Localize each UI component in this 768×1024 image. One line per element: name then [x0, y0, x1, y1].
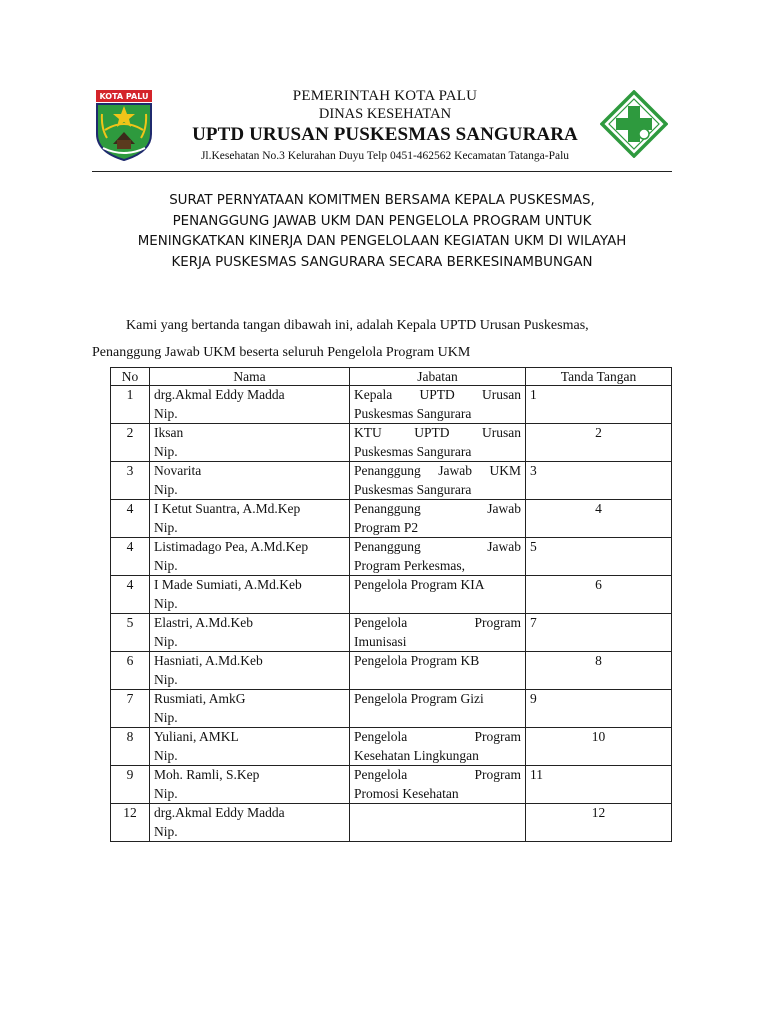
cell-tanda-tangan: 7 [526, 614, 672, 652]
cell-jabatan [350, 690, 526, 728]
jabatan-line: Penanggung Jawab [354, 501, 521, 516]
table-row [111, 386, 672, 424]
intro-paragraph-line2: Penanggung Jawab UKM beserta seluruh Pengelola Program UKM [92, 345, 471, 360]
person-name: I Ketut Suantra, A.Md.Kep [154, 501, 301, 516]
cell-no: 2 [111, 424, 150, 462]
person-nip: Nip. [154, 633, 178, 649]
cell-nama [150, 690, 350, 728]
title-line: KERJA PUSKESMAS SANGURARA SECARA BERKESINAMBUNGAN [171, 254, 593, 270]
person-nip: Nip. [154, 595, 178, 611]
table-row [111, 424, 672, 462]
cell-no: 5 [111, 614, 150, 652]
cell-jabatan [350, 652, 526, 690]
table-row [111, 652, 672, 690]
cell-no: 6 [111, 652, 150, 690]
cell-no: 9 [111, 766, 150, 804]
title-line: MENINGKATKAN KINERJA DAN PENGELOLAAN KEGIATAN UKM DI WILAYAH [137, 234, 627, 249]
cell-no: 4 [111, 538, 150, 576]
person-name: Hasniati, A.Md.Keb [154, 653, 263, 668]
table-row [111, 576, 672, 614]
table-row [111, 462, 672, 500]
cell-nama [150, 766, 350, 804]
cell-tanda-tangan: 11 [526, 766, 672, 804]
person-nip: Nip. [154, 747, 178, 763]
cell-nama [150, 614, 350, 652]
cell-tanda-tangan: 10 [526, 728, 672, 766]
jabatan-line: Pengelola Program Gizi [354, 691, 484, 706]
document-title [92, 191, 672, 273]
person-name: Yuliani, AMKL [154, 729, 239, 744]
cell-tanda-tangan: 9 [526, 690, 672, 728]
cell-tanda-tangan: 1 [526, 386, 672, 424]
cell-jabatan [350, 386, 526, 424]
jabatan-line: Imunisasi [354, 633, 407, 649]
cell-no: 4 [111, 500, 150, 538]
cell-jabatan [350, 728, 526, 766]
person-nip: Nip. [154, 443, 178, 459]
letterhead-institution: UPTD URUSAN PUSKESMAS SANGURARA [192, 124, 578, 145]
table-row [111, 614, 672, 652]
person-nip: Nip. [154, 557, 178, 573]
table-row [111, 538, 672, 576]
cell-no: 4 [111, 576, 150, 614]
jabatan-line: Pengelola Program [354, 767, 521, 782]
table-header-row [111, 368, 672, 386]
cell-tanda-tangan: 8 [526, 652, 672, 690]
jabatan-line: Kepala UPTD Urusan [354, 387, 521, 402]
person-name: drg.Akmal Eddy Madda [154, 387, 285, 402]
cell-jabatan [350, 500, 526, 538]
title-line: SURAT PERNYATAAN KOMITMEN BERSAMA KEPALA PUSKESMAS, [169, 193, 595, 208]
jabatan-line: Pengelola Program [354, 729, 521, 744]
jabatan-line: Puskesmas Sangurara [354, 443, 472, 459]
letterhead-divider [92, 171, 672, 172]
jabatan-line: Penanggung Jawab UKM [354, 463, 521, 478]
jabatan-line: KTU UPTD Urusan [354, 425, 521, 440]
cell-nama [150, 424, 350, 462]
person-name: Elastri, A.Md.Keb [154, 615, 253, 630]
cell-nama [150, 804, 350, 842]
jabatan-line: Penanggung Jawab [354, 539, 521, 554]
cell-jabatan [350, 424, 526, 462]
person-name: Moh. Ramli, S.Kep [154, 767, 260, 782]
table-row [111, 728, 672, 766]
cell-jabatan [350, 766, 526, 804]
cell-jabatan [350, 614, 526, 652]
cell-tanda-tangan: 5 [526, 538, 672, 576]
person-nip: Nip. [154, 671, 178, 687]
person-nip: Nip. [154, 709, 178, 725]
header-tanda-tangan: Tanda Tangan [526, 368, 672, 386]
intro-paragraph-line1 [92, 318, 672, 334]
person-nip: Nip. [154, 519, 178, 535]
jabatan-line: Puskesmas Sangurara [354, 481, 472, 497]
letterhead-government: PEMERINTAH KOTA PALU [292, 88, 478, 104]
cell-jabatan [350, 538, 526, 576]
cell-jabatan [350, 804, 526, 842]
cell-no: 1 [111, 386, 150, 424]
jabatan-line: Pengelola Program KB [354, 653, 480, 668]
header-nama: Nama [150, 368, 350, 386]
person-nip: Nip. [154, 481, 178, 497]
cell-nama [150, 538, 350, 576]
table-row [111, 500, 672, 538]
person-name: Iksan [154, 425, 184, 440]
letterhead-address: Jl.Kesehatan No.3 Kelurahan Duyu Telp 0451-462562 Kecamatan Tatanga-Palu [200, 150, 570, 162]
cell-jabatan [350, 462, 526, 500]
jabatan-line: Kesehatan Lingkungan [354, 747, 479, 763]
jabatan-line: Program Perkesmas, [354, 557, 465, 573]
header-jabatan: Jabatan [350, 368, 526, 386]
cell-no: 12 [111, 804, 150, 842]
title-line: PENANGGUNG JAWAB UKM DAN PENGELOLA PROGRAM UNTUK [172, 213, 592, 229]
person-nip: Nip. [154, 823, 178, 839]
person-name: Listimadago Pea, A.Md.Kep [154, 539, 309, 554]
header-no: No [111, 368, 150, 386]
cell-tanda-tangan: 4 [526, 500, 672, 538]
jabatan-line: Program P2 [354, 519, 419, 535]
cell-no: 8 [111, 728, 150, 766]
emblem-label: KOTA PALU [99, 92, 149, 101]
cell-nama [150, 462, 350, 500]
cell-nama [150, 386, 350, 424]
cell-tanda-tangan: 6 [526, 576, 672, 614]
person-name: I Made Sumiati, A.Md.Keb [154, 577, 302, 592]
letterhead-department: DINAS KESEHATAN [318, 106, 452, 122]
table-row [111, 804, 672, 842]
intro-text: Kami yang bertanda tangan dibawah ini, adalah Kepala UPTD Urusan Puskesmas, [126, 318, 589, 333]
jabatan-line: Pengelola Program [354, 615, 521, 630]
cell-nama [150, 728, 350, 766]
person-nip: Nip. [154, 405, 178, 421]
person-name: Novarita [154, 463, 202, 478]
jabatan-line: Pengelola Program KIA [354, 577, 485, 592]
table-row [111, 690, 672, 728]
cell-no: 3 [111, 462, 150, 500]
cell-tanda-tangan: 3 [526, 462, 672, 500]
person-name: drg.Akmal Eddy Madda [154, 805, 285, 820]
cell-tanda-tangan: 12 [526, 804, 672, 842]
person-name: Rusmiati, AmkG [154, 691, 246, 706]
cell-tanda-tangan: 2 [526, 424, 672, 462]
jabatan-line: Puskesmas Sangurara [354, 405, 472, 421]
jabatan-line: Promosi Kesehatan [354, 785, 459, 801]
puskesmas-cross-icon [600, 90, 668, 158]
signatory-table [110, 367, 672, 842]
cell-jabatan [350, 576, 526, 614]
cell-nama [150, 652, 350, 690]
table-row [111, 766, 672, 804]
cell-nama [150, 500, 350, 538]
cell-no: 7 [111, 690, 150, 728]
person-nip: Nip. [154, 785, 178, 801]
cell-nama [150, 576, 350, 614]
